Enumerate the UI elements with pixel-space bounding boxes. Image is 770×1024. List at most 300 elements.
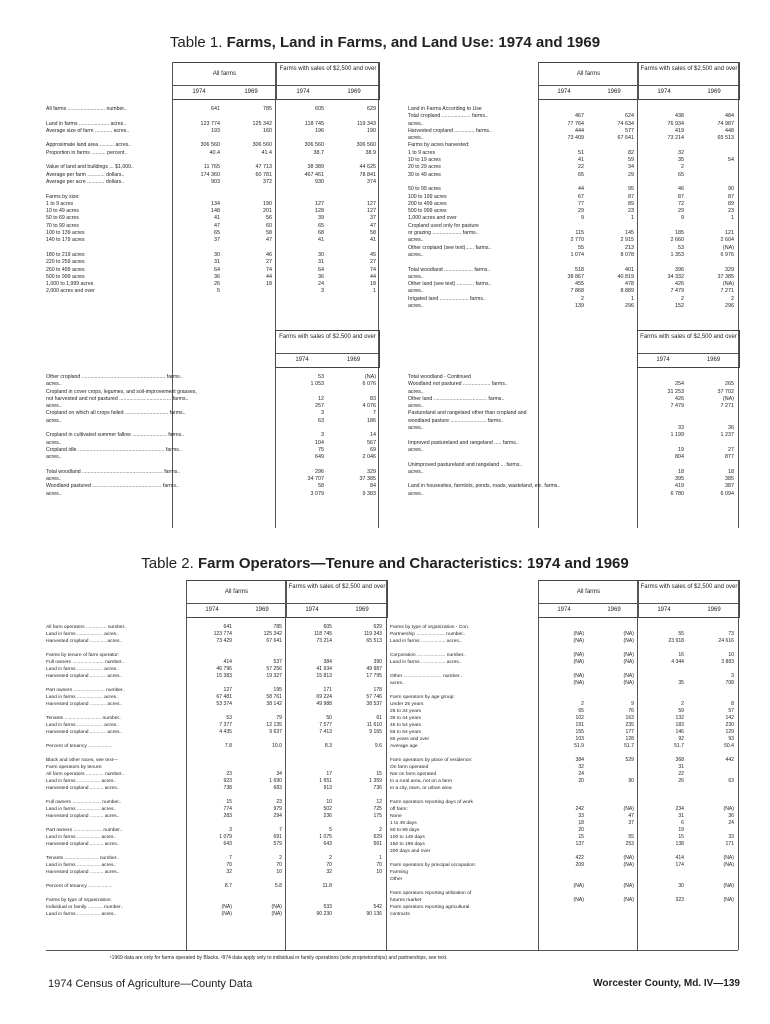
table-cell: 18 — [678, 468, 684, 475]
table-cell: 36 — [728, 813, 734, 819]
table-cell: (NA) — [573, 673, 584, 679]
table-cell: 142 — [725, 715, 734, 721]
table2-left-col-1974-sales — [286, 624, 332, 918]
table-cell: 8.7 — [224, 883, 232, 889]
header-year-1969: 1969 — [607, 89, 621, 95]
table-cell: 90 230 — [316, 911, 332, 917]
table-cell: 1 — [731, 215, 734, 222]
table-cell: 16 — [678, 652, 684, 658]
table-cell: Land in farms .................. acres.. — [390, 660, 462, 665]
table-cell: futures market — [390, 898, 422, 903]
table-cell — [390, 750, 536, 757]
table-cell — [390, 883, 536, 890]
table-cell: 34 — [628, 164, 634, 171]
table-cell — [538, 876, 584, 883]
table-cell — [688, 771, 734, 778]
table-cell: 23 918 — [668, 638, 684, 644]
table-cell: Other land (see text) ............ farms.. — [408, 281, 492, 288]
table-cell: 83 — [370, 395, 376, 402]
table-cell: 323 — [675, 897, 684, 903]
header-year-1969: 1969 — [707, 89, 721, 95]
table-cell: 9 637 — [269, 729, 282, 735]
table-cell: Land in farms .................. acres.. — [390, 639, 462, 644]
table-cell: 65 years and over — [390, 737, 430, 742]
header-year-1969: 1969 — [255, 607, 269, 613]
table-cell: (NA) — [722, 281, 734, 288]
table-cell — [390, 855, 536, 862]
table-cell: 3 079 — [310, 490, 324, 497]
table-cell: (NA) — [573, 652, 584, 658]
header-all-farms: All farms — [576, 71, 601, 77]
table-cell: 10 to 19 acres — [408, 157, 441, 164]
table1-left-col-1974-all — [172, 106, 220, 296]
table-cell: 9 — [681, 215, 684, 222]
table-cell: 23 — [276, 799, 282, 805]
table-cell — [638, 694, 684, 701]
table-cell — [638, 106, 684, 113]
table-cell: (NA) — [364, 374, 376, 380]
table1-left-labels — [46, 106, 172, 296]
table-cell: 119 343 — [363, 631, 382, 637]
table-cell: 30 — [214, 251, 220, 258]
table-cell: 234 — [675, 806, 684, 812]
table-cell: (NA) — [573, 631, 584, 637]
table-cell: (NA) — [723, 897, 734, 903]
table-cell: acres.. — [408, 446, 424, 453]
table-cell: 102 — [575, 715, 584, 721]
table2-right-col-1974-sales — [638, 624, 684, 904]
table-cell: 174 — [675, 862, 684, 868]
table-cell: 903 — [211, 178, 220, 185]
table2-title — [0, 555, 770, 572]
table-cell: In a city, town, or urban area — [390, 786, 452, 791]
table-cell — [236, 764, 282, 771]
table-cell: 82 — [628, 149, 634, 156]
table-cell — [688, 666, 734, 673]
table-cell — [688, 150, 734, 157]
header-year-1974: 1974 — [296, 89, 310, 95]
table-cell: 18 — [578, 820, 584, 826]
table-cell: 47 — [266, 237, 272, 244]
table-cell: acres.. — [46, 403, 62, 410]
table1-lower-right-header — [637, 330, 740, 368]
table-cell: Harvested cropland ............ acres.. — [46, 639, 123, 644]
table-cell: 306 560 — [356, 142, 376, 149]
table-cell — [46, 135, 172, 142]
table-cell: 27 — [728, 446, 734, 453]
table1-left-col-1969-sales — [328, 106, 376, 296]
table-cell: 502 — [323, 806, 332, 812]
table-cell: 87 — [728, 193, 734, 200]
table-cell: 14 — [370, 432, 376, 439]
table-cell — [638, 848, 684, 855]
footnote: ¹1969 data are only for farms operated by Blacks. ²974 data apply only to individual or family operations (sole proprietorships) and partnerships, see text. — [110, 955, 448, 961]
table-cell: 47 713 — [255, 164, 272, 171]
table-cell: 29 — [678, 208, 684, 215]
table-cell: 129 — [725, 729, 734, 735]
table-cell: Cropland used only for pasture — [408, 222, 479, 229]
table-cell: 641 — [223, 624, 232, 630]
table-cell: not harvested and not pastured .................................... farms.. — [46, 395, 189, 402]
table-cell: 64 — [318, 266, 324, 273]
table-cell — [588, 827, 634, 834]
table-cell — [276, 186, 324, 193]
table-cell: 15 — [678, 834, 684, 840]
table-cell — [286, 848, 332, 855]
table-cell: 725 — [373, 806, 382, 812]
table-cell: 24 — [728, 820, 734, 826]
table-cell: 20 — [578, 778, 584, 784]
table-cell — [588, 645, 634, 652]
header-year-1974: 1974 — [656, 357, 670, 363]
table-cell — [46, 890, 186, 897]
table-cell: 32 — [326, 869, 332, 875]
table-cell: 930 — [315, 178, 324, 185]
table-cell: 74 987 — [717, 120, 734, 127]
table-cell: 2 — [681, 701, 684, 707]
table-cell: 1,000 acres and over — [408, 215, 457, 222]
table-cell — [224, 186, 272, 193]
table-cell: 18 — [370, 281, 376, 288]
table-cell: 196 — [315, 127, 324, 134]
table-cell — [186, 652, 232, 659]
table-cell: 426 — [675, 395, 684, 402]
table-cell: Part owners ....................... number.. — [46, 688, 126, 693]
table-cell: 444 — [575, 127, 584, 134]
table-cell: Corporation ..................... number.. — [390, 653, 466, 658]
table-cell: Harvested cropland .......... acres.. — [46, 786, 120, 791]
table-cell: 58 — [266, 230, 272, 237]
table-cell — [236, 890, 282, 897]
table-cell: 75 — [318, 446, 324, 453]
table-cell: 1 690 — [269, 778, 282, 784]
table-cell: 1 359 — [369, 778, 382, 784]
table-cell: 11 765 — [203, 164, 220, 171]
table-cell: 32 — [578, 764, 584, 770]
table-cell: 160 — [263, 127, 272, 134]
header-all-farms: All farms — [212, 71, 237, 77]
table-cell — [336, 876, 382, 883]
table-cell: Average per farm ............ dollars.. — [46, 171, 125, 178]
table-cell: 119 343 — [356, 120, 376, 127]
table-cell: Farms by size: — [46, 193, 80, 200]
table-cell: 40.4 — [209, 149, 220, 156]
table-cell: 118 745 — [304, 120, 324, 127]
table-cell: 2 — [279, 855, 282, 861]
table-cell: 533 — [323, 904, 332, 910]
table-cell: Improved pastureland and rangeland ..... farms.. — [408, 439, 519, 446]
table-cell: (NA) — [623, 638, 634, 644]
table-cell: 15 813 — [316, 673, 332, 679]
table-cell: Land in farms ................. acres.. — [46, 863, 117, 868]
table-cell: 329 — [725, 266, 734, 273]
table1-right-labels — [408, 106, 538, 310]
table-cell — [688, 418, 734, 425]
table-cell: (NA) — [623, 652, 634, 658]
table-cell: 9 165 — [369, 729, 382, 735]
table-cell: 6 — [681, 820, 684, 826]
table-cell: (NA) — [623, 680, 634, 686]
table-cell: 53 — [226, 715, 232, 721]
table-cell: 738 — [223, 785, 232, 791]
table-cell: 47 — [370, 222, 376, 229]
table-cell: 9.6 — [374, 743, 382, 749]
table-cell: 2 046 — [362, 454, 376, 461]
table-cell: 253 — [625, 841, 634, 847]
table-cell — [186, 708, 232, 715]
table-cell — [46, 645, 186, 652]
table-cell: 426 — [675, 281, 684, 288]
table-cell: (NA) — [623, 631, 634, 637]
table-cell: 2 915 — [620, 237, 634, 244]
table-cell: 22 — [578, 164, 584, 171]
table-cell: 2 — [581, 701, 584, 707]
table-cell: 29 — [578, 208, 584, 215]
table-cell: 2 — [681, 295, 684, 302]
table-cell: Full owners ..................... number.. — [46, 800, 122, 805]
table-cell: 265 — [725, 381, 734, 388]
table-cell: 38 142 — [266, 701, 282, 707]
table-cell: In a rural area, not on a farm — [390, 779, 452, 784]
table-cell — [688, 764, 734, 771]
table-cell: acres.. — [408, 468, 424, 475]
table-cell: 60 — [266, 222, 272, 229]
table-cell: 11.8 — [322, 883, 332, 889]
table-cell: 41 934 — [316, 666, 332, 672]
table-cell: 57 — [728, 708, 734, 714]
table-cell: 2 660 — [670, 237, 684, 244]
table-cell — [286, 645, 332, 652]
table-cell: 123 774 — [200, 120, 220, 127]
table-cell — [538, 223, 584, 230]
table-cell: 78 841 — [359, 171, 376, 178]
table-cell: 1 053 — [310, 381, 324, 388]
table-cell — [538, 848, 584, 855]
table-cell: 44 — [578, 186, 584, 193]
table-cell: 5 — [217, 288, 220, 295]
table-cell: 3 883 — [721, 659, 734, 665]
table-cell: Percent of tenancy .................. — [46, 744, 113, 749]
table-cell: 35 — [678, 157, 684, 164]
table-cell: 36 — [728, 425, 734, 432]
table-cell: 53 — [678, 244, 684, 251]
table-cell: Land in farms ................... acres.. — [46, 667, 119, 672]
table-cell: acres.. — [408, 388, 424, 395]
table-cell: 46 796 — [216, 666, 232, 672]
table-cell: 448 — [725, 127, 734, 134]
table-cell: (NA) — [723, 806, 734, 812]
table-cell — [172, 194, 220, 201]
table-cell — [408, 179, 538, 186]
table-cell: (NA) — [573, 638, 584, 644]
table-cell — [286, 764, 332, 771]
table-cell — [638, 869, 684, 876]
table-cell — [588, 799, 634, 806]
table-cell — [688, 462, 734, 469]
table-cell — [538, 666, 584, 673]
table-cell: 137 — [575, 841, 584, 847]
table-cell: Percent of tenancy .................. — [46, 884, 113, 889]
table-cell: 24 — [578, 771, 584, 777]
table-cell: 55 — [678, 631, 684, 637]
table-cell — [186, 876, 232, 883]
header-sales: Farms with sales of $2,500 and over — [640, 584, 738, 590]
table-cell: 26 — [214, 281, 220, 288]
table-cell: Land in farms ................... acres.. — [46, 632, 119, 637]
table-cell: 140 to 179 acres — [46, 237, 85, 244]
table-cell: 235 — [625, 722, 634, 728]
table-cell: 200 to 499 acres — [408, 200, 447, 207]
table-cell: 55 — [628, 834, 634, 840]
table-cell: 15 — [226, 799, 232, 805]
header-all-farms: All farms — [224, 589, 249, 595]
table-cell — [186, 897, 232, 904]
table-cell — [688, 694, 734, 701]
table-cell: 10 — [276, 869, 282, 875]
table-cell: 7 868 — [570, 288, 584, 295]
table-cell: Tenants ........................... number.. — [46, 716, 122, 721]
table-cell — [276, 389, 324, 396]
table-cell: 7 577 — [319, 722, 332, 728]
table-cell: 7.8 — [224, 743, 232, 749]
table-cell: 69 224 — [316, 694, 332, 700]
table-cell — [328, 157, 376, 164]
table-cell — [276, 157, 324, 164]
table-cell: 134 — [211, 200, 220, 207]
table-cell: 59 — [678, 708, 684, 714]
table-cell — [186, 764, 232, 771]
table-cell — [638, 440, 684, 447]
table-cell — [538, 799, 584, 806]
table-cell: 7 271 — [720, 288, 734, 295]
table-cell — [588, 869, 634, 876]
table-cell: 20 — [578, 827, 584, 833]
table-cell: Land in farms ................... acres.. — [46, 723, 119, 728]
table-cell: 127 — [315, 200, 324, 207]
table-cell — [186, 757, 232, 764]
table-cell: 23 — [628, 208, 634, 215]
table1-lower-right-col-1969 — [688, 374, 734, 498]
table-cell: 123 774 — [213, 631, 232, 637]
table-cell: 979 — [273, 806, 282, 812]
table-cell — [638, 750, 684, 757]
table-cell: 35 — [678, 680, 684, 686]
table-cell — [46, 680, 186, 687]
table-cell — [588, 223, 634, 230]
table-cell: acres.. — [46, 381, 62, 388]
header-sales: Farms with sales of $2,500 and over — [279, 66, 377, 72]
table-cell — [336, 897, 382, 904]
table-cell: 183 — [675, 722, 684, 728]
table-cell: Other cropland .......................................................... farms.. — [46, 374, 183, 380]
table-cell: 15 383 — [216, 673, 232, 679]
table-cell: 195 — [273, 687, 282, 693]
table-cell: acres.. — [408, 425, 424, 432]
table-cell — [408, 454, 636, 461]
table-cell: 70 — [326, 862, 332, 868]
table-cell: 395 — [675, 476, 684, 483]
table-cell: 118 745 — [313, 631, 332, 637]
table-cell — [638, 374, 684, 381]
table-cell: 24 616 — [718, 638, 734, 644]
table-cell: 7 — [373, 410, 376, 417]
table-cell: Black and other races, see text— — [46, 758, 119, 763]
table-cell — [46, 750, 186, 757]
table-cell: 72 — [678, 200, 684, 207]
table-cell: 67 481 — [216, 694, 232, 700]
table-cell: 190 — [367, 127, 376, 134]
table-cell: 46 — [266, 251, 272, 258]
table-cell: Proportion in farms .......... percent.. — [46, 149, 128, 156]
table-cell: 45 to 54 years — [390, 723, 421, 728]
table-cell: Tenants ......................... number.. — [46, 856, 119, 861]
table-cell: Farm operators reporting agricultural — [390, 905, 470, 910]
table-cell: 45 — [370, 251, 376, 258]
table-cell: 65 — [678, 171, 684, 178]
table-cell — [638, 666, 684, 673]
table-cell: 629 — [367, 106, 376, 112]
table-cell: 542 — [373, 904, 382, 910]
table-cell — [336, 883, 382, 890]
table-cell: 8 889 — [620, 288, 634, 295]
table-cell: 18 — [266, 281, 272, 288]
table-cell — [46, 820, 186, 827]
table-cell: 12 — [318, 395, 324, 402]
table-cell: Land in farms ................... acres.. — [46, 695, 119, 700]
table1-title — [0, 34, 770, 51]
table-cell: 629 — [373, 834, 382, 840]
header-year-1974: 1974 — [657, 89, 671, 95]
table-cell: 3 — [321, 410, 324, 417]
table-cell: Farm operators by age group: — [390, 695, 455, 700]
table-cell — [688, 687, 734, 694]
table-cell — [172, 186, 220, 193]
header-year-1974: 1974 — [657, 607, 671, 613]
table-cell: Approximate land area .......... acres.. — [46, 142, 132, 149]
table-cell — [328, 389, 376, 396]
table-cell: 877 — [725, 454, 734, 461]
table-cell: 5.8 — [274, 883, 282, 889]
table-cell: 65 — [578, 171, 584, 178]
table-cell: 6 976 — [720, 251, 734, 258]
table-cell: 923 — [223, 778, 232, 784]
table-cell: Land in farms ................. acres.. — [46, 779, 117, 784]
table-cell — [328, 135, 376, 142]
table-cell: 2 — [681, 164, 684, 171]
table-cell — [286, 876, 332, 883]
table-cell: 73 — [728, 631, 734, 637]
table-cell: 59 — [628, 157, 634, 164]
table-cell: Other land ..................................... farms.. — [408, 395, 505, 402]
table-cell: (NA) — [723, 862, 734, 868]
table-cell: 37 — [370, 215, 376, 222]
table-cell: 2 — [329, 855, 332, 861]
table-cell — [46, 157, 172, 164]
table-cell: 50.4 — [724, 743, 734, 749]
table-cell: 178 — [373, 687, 382, 693]
table-cell: (NA) — [623, 897, 634, 903]
table-cell: 64 — [214, 266, 220, 273]
table-cell — [538, 259, 584, 266]
table-cell — [538, 792, 584, 799]
table-cell: 518 — [575, 266, 584, 273]
table-cell — [286, 897, 332, 904]
table-cell — [688, 645, 734, 652]
table-cell: 306 560 — [200, 142, 220, 149]
table-cell: 10 — [326, 799, 332, 805]
table-cell — [236, 757, 282, 764]
table-cell: 51.9 — [574, 743, 584, 749]
